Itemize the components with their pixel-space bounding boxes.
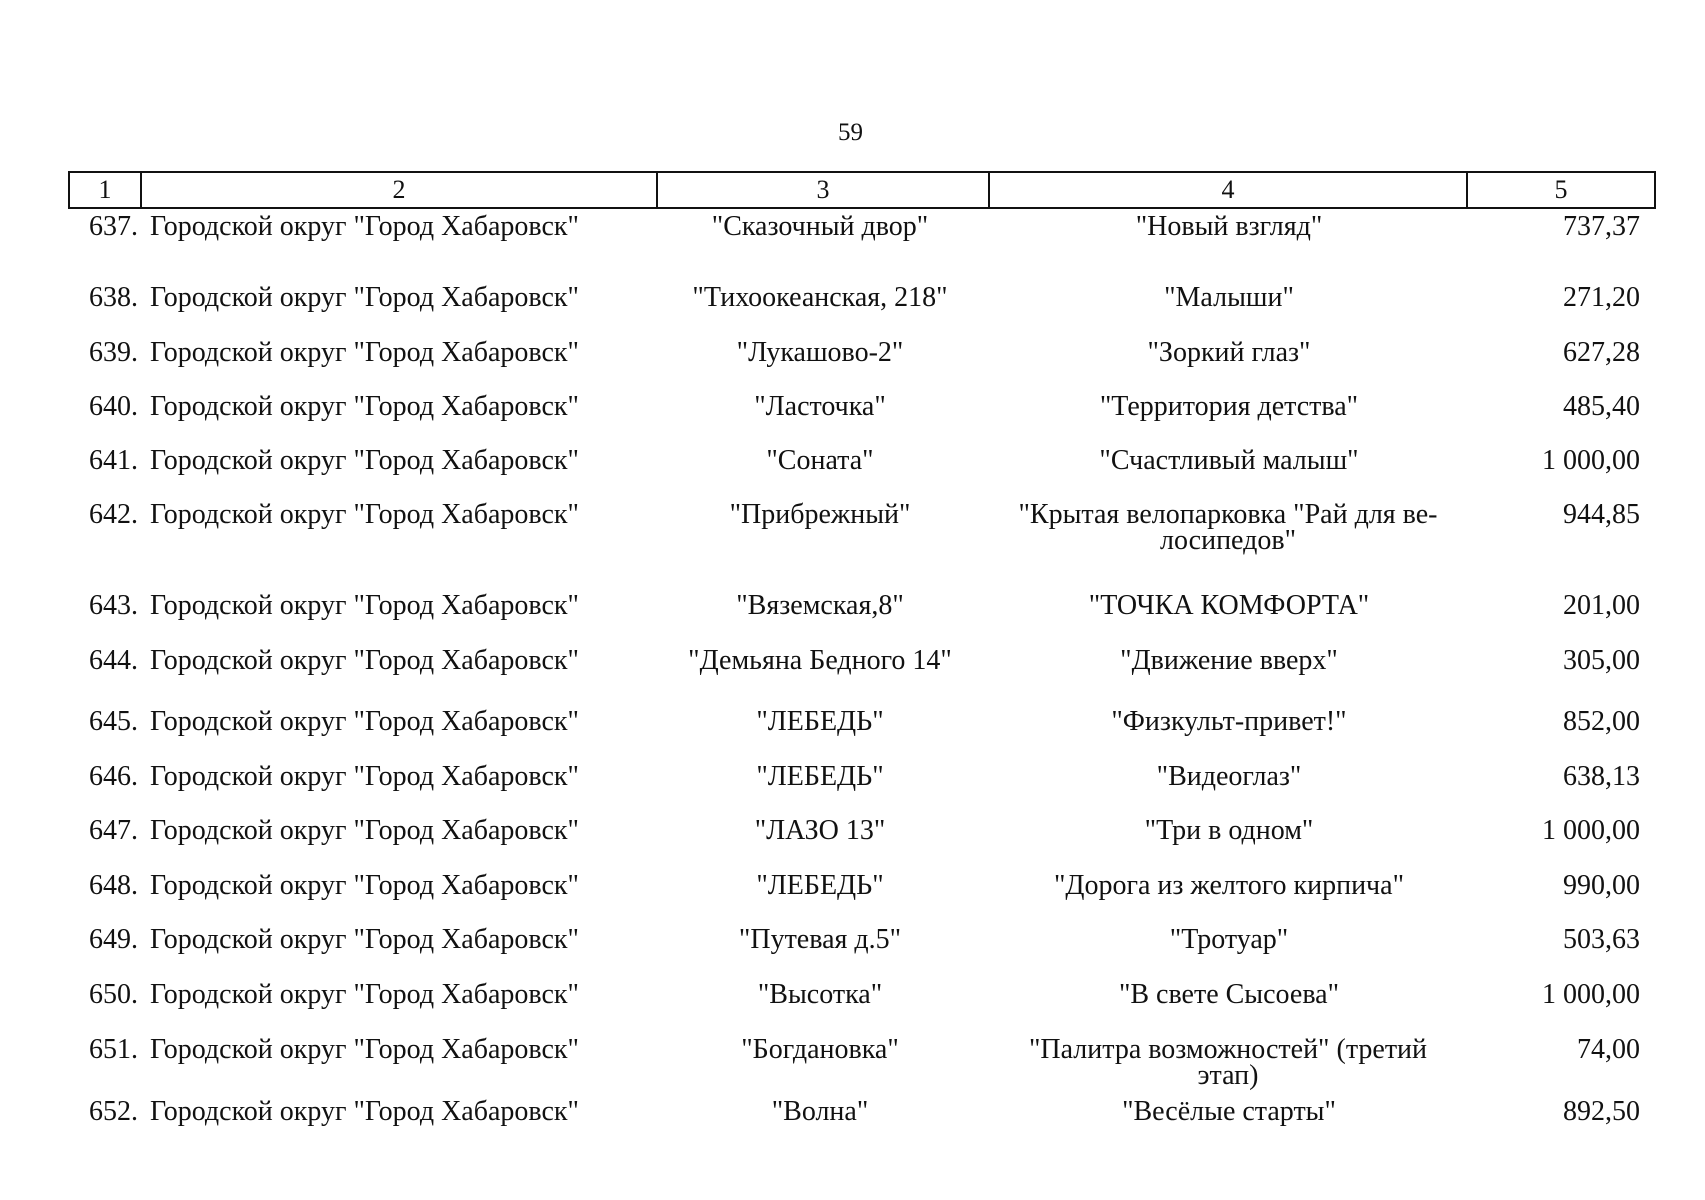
amount-cell: 638,13 xyxy=(1563,761,1640,792)
amount-cell: 737,37 xyxy=(1563,211,1640,242)
object-cell: "Лукашово-2" xyxy=(736,337,904,368)
row-number: 643. xyxy=(89,590,138,621)
object-cell: "Высотка" xyxy=(757,979,883,1010)
object-cell: "Сказочный двор" xyxy=(711,211,929,242)
municipality-cell: Городской округ "Город Хабаровск" xyxy=(150,870,579,901)
amount-cell: 892,50 xyxy=(1563,1096,1640,1127)
column-header-3: 3 xyxy=(657,172,989,208)
project-cell: "Дорога из желтого кирпича" xyxy=(1053,870,1404,901)
project-cell: "ТОЧКА КОМФОРТА" xyxy=(1088,590,1370,621)
object-cell: "ЛЕБЕДЬ" xyxy=(756,870,884,901)
amount-cell: 271,20 xyxy=(1563,282,1640,313)
object-cell: "Демьяна Бедного 14" xyxy=(688,645,952,676)
municipality-cell: Городской округ "Город Хабаровск" xyxy=(150,815,579,846)
municipality-cell: Городской округ "Город Хабаровск" xyxy=(150,445,579,476)
row-number: 652. xyxy=(89,1096,138,1127)
project-cell: "Малыши" xyxy=(1164,282,1294,313)
municipality-cell: Городской округ "Город Хабаровск" xyxy=(150,761,579,792)
project-cell: "Весёлые старты" xyxy=(1122,1096,1336,1127)
object-cell: "ЛЕБЕДЬ" xyxy=(756,706,884,737)
row-number: 641. xyxy=(89,445,138,476)
project-cell: "Палитра возможностей" (третий этап) xyxy=(1028,1034,1428,1091)
municipality-cell: Городской округ "Город Хабаровск" xyxy=(150,211,579,242)
municipality-cell: Городской округ "Город Хабаровск" xyxy=(150,1034,579,1065)
row-number: 645. xyxy=(89,706,138,737)
object-cell: "ЛАЗО 13" xyxy=(754,815,886,846)
municipality-cell: Городской округ "Город Хабаровск" xyxy=(150,337,579,368)
object-cell: "Прибрежный" xyxy=(729,499,911,530)
page-number: 59 xyxy=(838,119,863,146)
row-number: 646. xyxy=(89,761,138,792)
row-number: 651. xyxy=(89,1034,138,1065)
project-cell: "Физкульт-привет!" xyxy=(1111,706,1347,737)
amount-cell: 1 000,00 xyxy=(1542,815,1640,846)
column-header-5: 5 xyxy=(1467,172,1655,208)
column-header-1: 1 xyxy=(69,172,141,208)
object-cell: "Волна" xyxy=(771,1096,869,1127)
project-cell: "Счастливый малыш" xyxy=(1099,445,1359,476)
row-number: 637. xyxy=(89,211,138,242)
object-cell: "Соната" xyxy=(766,445,874,476)
amount-cell: 627,28 xyxy=(1563,337,1640,368)
municipality-cell: Городской округ "Город Хабаровск" xyxy=(150,1096,579,1127)
project-cell: "Движение вверх" xyxy=(1120,645,1338,676)
row-number: 650. xyxy=(89,979,138,1010)
municipality-cell: Городской округ "Город Хабаровск" xyxy=(150,924,579,955)
project-cell: "Крытая велопарковка "Рай для ве-лосипедов" xyxy=(1018,499,1438,556)
object-cell: "Путевая д.5" xyxy=(738,924,902,955)
row-number: 644. xyxy=(89,645,138,676)
object-cell: "Вяземская,8" xyxy=(736,590,904,621)
amount-cell: 503,63 xyxy=(1563,924,1640,955)
row-number: 638. xyxy=(89,282,138,313)
amount-cell: 990,00 xyxy=(1563,870,1640,901)
project-cell: "В свете Сысоева" xyxy=(1118,979,1340,1010)
row-number: 649. xyxy=(89,924,138,955)
row-number: 642. xyxy=(89,499,138,530)
project-cell: "Тротуар" xyxy=(1169,924,1289,955)
municipality-cell: Городской округ "Город Хабаровск" xyxy=(150,590,579,621)
municipality-cell: Городской округ "Город Хабаровск" xyxy=(150,979,579,1010)
project-cell: "Видеоглаз" xyxy=(1156,761,1302,792)
column-header-2: 2 xyxy=(141,172,657,208)
amount-cell: 74,00 xyxy=(1577,1034,1640,1065)
municipality-cell: Городской округ "Город Хабаровск" xyxy=(150,706,579,737)
row-number: 648. xyxy=(89,870,138,901)
project-cell: "Три в одном" xyxy=(1144,815,1314,846)
object-cell: "Тихоокеанская, 218" xyxy=(692,282,948,313)
row-number: 640. xyxy=(89,391,138,422)
object-cell: "ЛЕБЕДЬ" xyxy=(756,761,884,792)
row-number: 639. xyxy=(89,337,138,368)
project-cell: "Зоркий глаз" xyxy=(1147,337,1311,368)
project-cell: "Территория детства" xyxy=(1099,391,1359,422)
amount-cell: 201,00 xyxy=(1563,590,1640,621)
amount-cell: 1 000,00 xyxy=(1542,445,1640,476)
row-number: 647. xyxy=(89,815,138,846)
municipality-cell: Городской округ "Город Хабаровск" xyxy=(150,391,579,422)
project-cell: "Новый взгляд" xyxy=(1135,211,1323,242)
object-cell: "Ласточка" xyxy=(754,391,886,422)
amount-cell: 1 000,00 xyxy=(1542,979,1640,1010)
amount-cell: 305,00 xyxy=(1563,645,1640,676)
municipality-cell: Городской округ "Город Хабаровск" xyxy=(150,645,579,676)
object-cell: "Богдановка" xyxy=(741,1034,899,1065)
municipality-cell: Городской округ "Город Хабаровск" xyxy=(150,282,579,313)
amount-cell: 485,40 xyxy=(1563,391,1640,422)
amount-cell: 852,00 xyxy=(1563,706,1640,737)
municipality-cell: Городской округ "Город Хабаровск" xyxy=(150,499,579,530)
column-header-4: 4 xyxy=(989,172,1467,208)
amount-cell: 944,85 xyxy=(1563,499,1640,530)
